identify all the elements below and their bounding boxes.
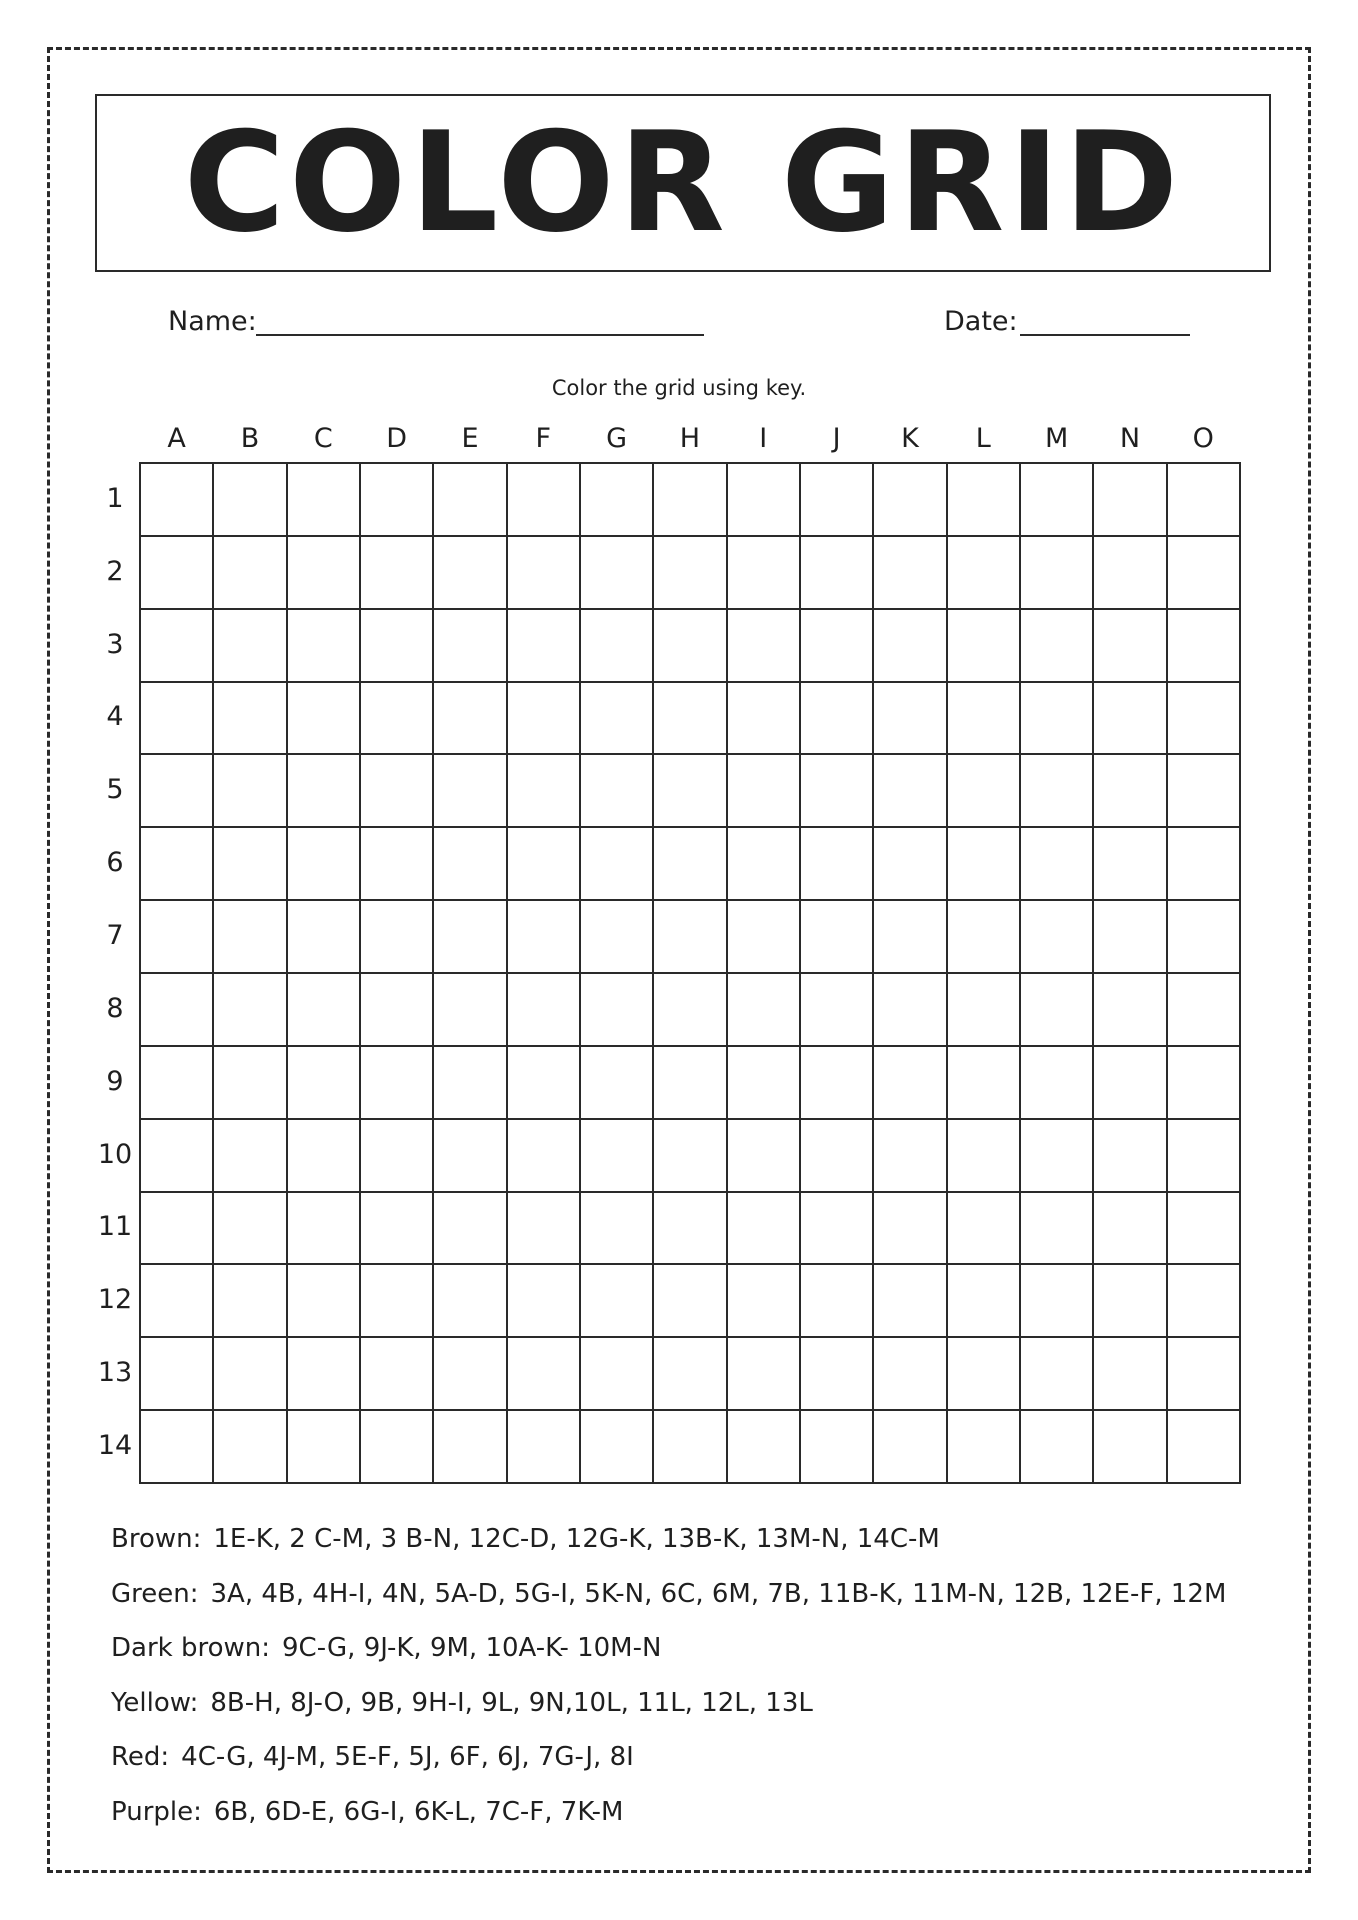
grid-cell[interactable]	[434, 901, 507, 974]
grid-cell[interactable]	[801, 1411, 874, 1484]
grid-cell[interactable]	[1094, 1265, 1167, 1338]
grid-cell[interactable]	[874, 1338, 947, 1411]
key-cells: 8B-H, 8J-O, 9B, 9H-I, 9L, 9N,10L, 11L, 12L, 13L	[210, 1687, 813, 1718]
grid-cell[interactable]	[654, 1047, 727, 1120]
grid-cell[interactable]	[1168, 1411, 1241, 1484]
grid-cell[interactable]	[508, 1411, 581, 1484]
column-header: C	[313, 423, 333, 454]
grid-cell[interactable]	[728, 1120, 801, 1193]
grid-cell[interactable]	[141, 537, 214, 610]
grid-cell[interactable]	[948, 901, 1021, 974]
grid-cell[interactable]	[581, 974, 654, 1047]
page-title: COLOR GRID	[183, 102, 1183, 263]
grid-cell[interactable]	[948, 1193, 1021, 1266]
grid-cell[interactable]	[141, 1193, 214, 1266]
grid-cell[interactable]	[214, 537, 287, 610]
key-cells: 9C-G, 9J-K, 9M, 10A-K- 10M-N	[282, 1633, 662, 1664]
grid-cell[interactable]	[288, 901, 361, 974]
grid-cell[interactable]	[361, 464, 434, 537]
grid-cell[interactable]	[361, 537, 434, 610]
grid-cell[interactable]	[1168, 828, 1241, 901]
grid-cell[interactable]	[1168, 755, 1241, 828]
column-header: E	[461, 423, 479, 454]
grid-cell[interactable]	[728, 1411, 801, 1484]
grid-cell[interactable]	[361, 1338, 434, 1411]
grid-cell[interactable]	[434, 1047, 507, 1120]
grid-cell[interactable]	[728, 464, 801, 537]
grid-cell[interactable]	[948, 610, 1021, 683]
grid-cell[interactable]	[361, 901, 434, 974]
grid-cell[interactable]	[214, 1120, 287, 1193]
date-field[interactable]	[1020, 334, 1190, 336]
grid-cell[interactable]	[288, 1120, 361, 1193]
grid-cell[interactable]	[581, 1338, 654, 1411]
grid-cell[interactable]	[728, 1193, 801, 1266]
grid-cell[interactable]	[361, 1047, 434, 1120]
grid-cell[interactable]	[1168, 1265, 1241, 1338]
grid-cell[interactable]	[581, 610, 654, 683]
grid-cell[interactable]	[214, 683, 287, 756]
grid-cell[interactable]	[581, 1411, 654, 1484]
row-header: 13	[97, 1357, 133, 1389]
grid-cell[interactable]	[874, 1047, 947, 1120]
grid-cell[interactable]	[141, 610, 214, 683]
grid-cell[interactable]	[288, 464, 361, 537]
key-color-label: Green:	[111, 1578, 199, 1609]
grid-cell[interactable]	[214, 1265, 287, 1338]
grid-cell[interactable]	[874, 974, 947, 1047]
grid-cell[interactable]	[288, 610, 361, 683]
grid-cell[interactable]	[508, 901, 581, 974]
grid-cell[interactable]	[654, 1265, 727, 1338]
grid-cell[interactable]	[1021, 1193, 1094, 1266]
grid-cell[interactable]	[288, 537, 361, 610]
grid-cell[interactable]	[1168, 974, 1241, 1047]
row-header: 8	[106, 992, 124, 1024]
grid-cell[interactable]	[654, 901, 727, 974]
grid-cell[interactable]	[581, 1265, 654, 1338]
grid-cell[interactable]	[141, 755, 214, 828]
key-cells: 4C-G, 4J-M, 5E-F, 5J, 6F, 6J, 7G-J, 8I	[181, 1742, 634, 1773]
key-line	[111, 1785, 1291, 1840]
key-color-label: Dark brown:	[111, 1633, 270, 1664]
grid-cell[interactable]	[801, 1265, 874, 1338]
grid-cell[interactable]	[581, 901, 654, 974]
grid-cell[interactable]	[1021, 1120, 1094, 1193]
grid-cell[interactable]	[508, 1047, 581, 1120]
grid-cell[interactable]	[801, 464, 874, 537]
grid-cell[interactable]	[1021, 901, 1094, 974]
grid-cell[interactable]	[141, 1338, 214, 1411]
grid-cell[interactable]	[214, 828, 287, 901]
name-field[interactable]	[256, 334, 704, 336]
grid-cell[interactable]	[874, 610, 947, 683]
grid-cell[interactable]	[508, 974, 581, 1047]
grid-cell[interactable]	[801, 755, 874, 828]
grid-cell[interactable]	[361, 610, 434, 683]
key-line	[111, 1512, 1291, 1567]
row-headers	[92, 462, 138, 1482]
grid-cell[interactable]	[141, 828, 214, 901]
column-header: A	[167, 423, 186, 454]
grid-cell[interactable]	[1094, 755, 1167, 828]
grid-cell[interactable]	[1021, 1411, 1094, 1484]
grid-cell[interactable]	[874, 1120, 947, 1193]
grid-cell[interactable]	[1168, 464, 1241, 537]
grid-cell[interactable]	[801, 1193, 874, 1266]
grid-cell[interactable]	[1094, 464, 1167, 537]
grid-cell[interactable]	[1094, 1338, 1167, 1411]
grid-cell[interactable]	[728, 1338, 801, 1411]
grid-cell[interactable]	[1168, 1338, 1241, 1411]
grid-cell[interactable]	[948, 1265, 1021, 1338]
column-header: K	[901, 423, 919, 454]
key-color-label: Yellow:	[111, 1687, 199, 1718]
grid-cell[interactable]	[141, 1047, 214, 1120]
grid-cell[interactable]	[434, 1265, 507, 1338]
grid-cell[interactable]	[1021, 1265, 1094, 1338]
grid-cell[interactable]	[508, 1265, 581, 1338]
grid-cell[interactable]	[1168, 1193, 1241, 1266]
column-header: L	[975, 423, 991, 454]
column-header: M	[1044, 423, 1069, 454]
grid-cell[interactable]	[288, 1411, 361, 1484]
grid-cell[interactable]	[948, 828, 1021, 901]
grid-cell[interactable]	[1094, 537, 1167, 610]
grid-cell[interactable]	[214, 974, 287, 1047]
grid-cell[interactable]	[1021, 683, 1094, 756]
grid-cell[interactable]	[581, 464, 654, 537]
key-line	[111, 1676, 1291, 1731]
column-header: G	[606, 423, 628, 454]
grid-cell[interactable]	[1094, 974, 1167, 1047]
grid-cell[interactable]	[214, 1338, 287, 1411]
grid-cell[interactable]	[948, 1120, 1021, 1193]
key-color-label: Purple:	[111, 1796, 202, 1827]
grid-cell[interactable]	[654, 683, 727, 756]
key-line	[111, 1621, 1291, 1676]
grid-cell[interactable]	[654, 537, 727, 610]
grid-cell[interactable]	[728, 683, 801, 756]
row-header: 3	[106, 628, 124, 660]
grid-cell[interactable]	[581, 828, 654, 901]
grid-cell[interactable]	[214, 610, 287, 683]
title-box	[95, 94, 1271, 272]
grid-cell[interactable]	[434, 683, 507, 756]
grid-cell[interactable]	[581, 1193, 654, 1266]
grid-cell[interactable]	[728, 974, 801, 1047]
grid-cell[interactable]	[508, 464, 581, 537]
grid-cell[interactable]	[434, 1120, 507, 1193]
grid-cell[interactable]	[288, 683, 361, 756]
grid-cell[interactable]	[141, 1411, 214, 1484]
grid-cell[interactable]	[1021, 1047, 1094, 1120]
grid-cell[interactable]	[581, 755, 654, 828]
grid-cell[interactable]	[1021, 464, 1094, 537]
key-line	[111, 1730, 1291, 1785]
grid-cell[interactable]	[801, 828, 874, 901]
key-color-label: Brown:	[111, 1524, 202, 1554]
grid-cell[interactable]	[214, 1193, 287, 1266]
row-header: 2	[106, 555, 124, 587]
row-header: 14	[97, 1429, 133, 1461]
row-header: 10	[97, 1138, 133, 1170]
grid-cell[interactable]	[434, 755, 507, 828]
row-header: 12	[97, 1284, 133, 1316]
grid-cell[interactable]	[508, 610, 581, 683]
grid-cell[interactable]	[1021, 537, 1094, 610]
name-label: Name:	[168, 306, 257, 337]
grid-cell[interactable]	[581, 1120, 654, 1193]
grid-cell[interactable]	[654, 464, 727, 537]
grid-cell[interactable]	[1021, 974, 1094, 1047]
grid-cell[interactable]	[801, 683, 874, 756]
instruction-text: Color the grid using key.	[551, 376, 807, 400]
grid-cell[interactable]	[801, 610, 874, 683]
row-header: 5	[106, 774, 124, 806]
grid-cell[interactable]	[1094, 901, 1167, 974]
grid-cell[interactable]	[1094, 1411, 1167, 1484]
grid-cell[interactable]	[654, 755, 727, 828]
grid-cell[interactable]	[361, 1411, 434, 1484]
column-header: H	[679, 423, 701, 454]
grid-cell[interactable]	[948, 683, 1021, 756]
row-header: 9	[106, 1065, 124, 1097]
column-header: F	[535, 423, 552, 454]
grid-cell[interactable]	[948, 537, 1021, 610]
color-key	[111, 1512, 1291, 1840]
grid-cell[interactable]	[361, 1120, 434, 1193]
grid-cell[interactable]	[728, 828, 801, 901]
grid-cell[interactable]	[508, 1120, 581, 1193]
grid-cell[interactable]	[1094, 1047, 1167, 1120]
grid-cell[interactable]	[508, 755, 581, 828]
grid-cell[interactable]	[361, 755, 434, 828]
grid-cell[interactable]	[581, 537, 654, 610]
grid-cell[interactable]	[874, 828, 947, 901]
grid-cell[interactable]	[874, 1193, 947, 1266]
grid-cell[interactable]	[214, 901, 287, 974]
grid-cell[interactable]	[1168, 1120, 1241, 1193]
grid-cell[interactable]	[1168, 610, 1241, 683]
column-headers	[140, 424, 1240, 454]
grid-cell[interactable]	[288, 1047, 361, 1120]
grid-cell[interactable]	[1168, 683, 1241, 756]
grid-cell[interactable]	[361, 828, 434, 901]
grid-cell[interactable]	[1168, 901, 1241, 974]
grid-cell[interactable]	[874, 1265, 947, 1338]
key-line	[111, 1567, 1291, 1622]
grid-cell[interactable]	[434, 610, 507, 683]
column-header: I	[759, 423, 768, 454]
grid-cell[interactable]	[1021, 610, 1094, 683]
grid-cell[interactable]	[874, 464, 947, 537]
row-header: 7	[106, 919, 124, 951]
grid-cell[interactable]	[728, 1047, 801, 1120]
grid-cell[interactable]	[288, 1338, 361, 1411]
grid-cell[interactable]	[214, 1047, 287, 1120]
grid-cell[interactable]	[801, 537, 874, 610]
grid-cell[interactable]	[288, 828, 361, 901]
grid-cell[interactable]	[728, 610, 801, 683]
grid-cell[interactable]	[141, 901, 214, 974]
grid-cell[interactable]	[948, 1338, 1021, 1411]
grid-cell[interactable]	[508, 1193, 581, 1266]
grid-cell[interactable]	[361, 974, 434, 1047]
grid-cell[interactable]	[434, 1338, 507, 1411]
key-cells: 6B, 6D-E, 6G-I, 6K-L, 7C-F, 7K-M	[213, 1796, 624, 1827]
grid-cell[interactable]	[141, 464, 214, 537]
key-cells: 1E-K, 2 C-M, 3 B-N, 12C-D, 12G-K, 13B-K, 13M-N, 14C-M	[213, 1524, 940, 1554]
grid-cell[interactable]	[654, 974, 727, 1047]
grid-cell[interactable]	[1094, 828, 1167, 901]
grid-cell[interactable]	[654, 1120, 727, 1193]
column-header: D	[386, 423, 408, 454]
grid-cell[interactable]	[1168, 1047, 1241, 1120]
grid-cell[interactable]	[728, 755, 801, 828]
grid-cell[interactable]	[654, 1193, 727, 1266]
grid-cell[interactable]	[361, 1265, 434, 1338]
grid-cell[interactable]	[1094, 683, 1167, 756]
grid-cell[interactable]	[141, 974, 214, 1047]
grid-cell[interactable]	[288, 974, 361, 1047]
grid-cell[interactable]	[141, 683, 214, 756]
grid-cell[interactable]	[948, 464, 1021, 537]
grid-cell[interactable]	[361, 1193, 434, 1266]
grid-cell[interactable]	[434, 537, 507, 610]
grid-cell[interactable]	[581, 1047, 654, 1120]
grid-cell[interactable]	[288, 755, 361, 828]
grid-cell[interactable]	[874, 755, 947, 828]
grid-cell[interactable]	[1094, 1193, 1167, 1266]
grid-cell[interactable]	[728, 1265, 801, 1338]
key-color-label: Red:	[111, 1742, 170, 1773]
grid-cell[interactable]	[874, 1411, 947, 1484]
grid-cell[interactable]	[214, 464, 287, 537]
grid-cell[interactable]	[728, 537, 801, 610]
grid-cell[interactable]	[1094, 610, 1167, 683]
grid-cell[interactable]	[581, 683, 654, 756]
grid-cell[interactable]	[434, 1193, 507, 1266]
grid-cell[interactable]	[1168, 537, 1241, 610]
column-header: J	[832, 423, 841, 454]
grid-cell[interactable]	[434, 464, 507, 537]
grid-cell[interactable]	[654, 828, 727, 901]
row-header: 6	[106, 847, 124, 879]
grid-cell[interactable]	[654, 610, 727, 683]
grid-cell[interactable]	[434, 1411, 507, 1484]
grid-cell[interactable]	[361, 683, 434, 756]
grid-cell[interactable]	[288, 1265, 361, 1338]
date-label: Date:	[944, 306, 1018, 337]
grid-cell[interactable]	[948, 755, 1021, 828]
grid-cell[interactable]	[1021, 828, 1094, 901]
color-grid	[139, 462, 1241, 1484]
grid-cell[interactable]	[654, 1338, 727, 1411]
grid-cell[interactable]	[508, 683, 581, 756]
grid-cell[interactable]	[948, 974, 1021, 1047]
grid-cell[interactable]	[948, 1047, 1021, 1120]
column-header: O	[1192, 423, 1214, 454]
row-header: 4	[106, 701, 124, 733]
grid-cell[interactable]	[288, 1193, 361, 1266]
grid-cell[interactable]	[801, 1047, 874, 1120]
key-cells: 3A, 4B, 4H-I, 4N, 5A-D, 5G-I, 5K-N, 6C, 6M, 7B, 11B-K, 11M-N, 12B, 12E-F, 12M	[210, 1578, 1227, 1609]
grid-cell[interactable]	[141, 1120, 214, 1193]
grid-cell[interactable]	[1021, 755, 1094, 828]
grid-cell[interactable]	[1094, 1120, 1167, 1193]
grid-cell[interactable]	[141, 1265, 214, 1338]
grid-cell[interactable]	[214, 755, 287, 828]
grid-cell[interactable]	[214, 1411, 287, 1484]
grid-cell[interactable]	[874, 537, 947, 610]
grid-cell[interactable]	[874, 683, 947, 756]
grid-cell[interactable]	[434, 828, 507, 901]
grid-cell[interactable]	[801, 1338, 874, 1411]
grid-cell[interactable]	[508, 537, 581, 610]
grid-cell[interactable]	[1021, 1338, 1094, 1411]
column-header: B	[240, 423, 260, 454]
grid-cell[interactable]	[874, 901, 947, 974]
grid-cell[interactable]	[948, 1411, 1021, 1484]
grid-cell[interactable]	[654, 1411, 727, 1484]
row-header: 1	[106, 482, 124, 514]
grid-cell[interactable]	[434, 974, 507, 1047]
grid-cell[interactable]	[728, 901, 801, 974]
grid-cell[interactable]	[801, 1120, 874, 1193]
grid-cell[interactable]	[508, 828, 581, 901]
column-header: N	[1119, 423, 1141, 454]
grid-cell[interactable]	[508, 1338, 581, 1411]
grid-cell[interactable]	[801, 974, 874, 1047]
grid-cell[interactable]	[801, 901, 874, 974]
row-header: 11	[97, 1211, 133, 1243]
